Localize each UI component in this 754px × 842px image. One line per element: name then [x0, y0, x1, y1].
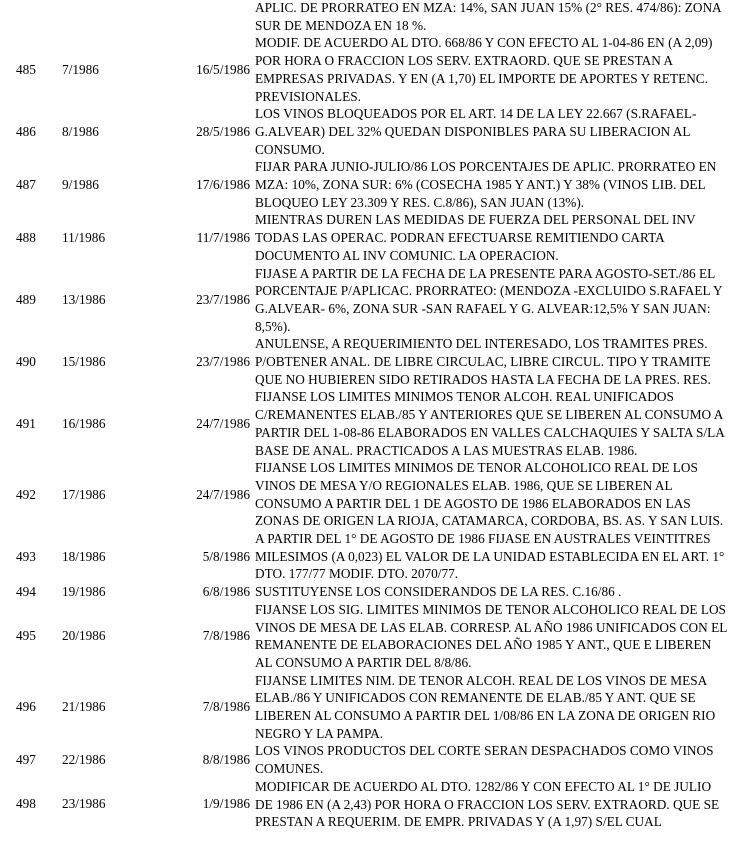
description-line: DE 1986 EN (A 2,43) POR HORA O FRACCION LOS SERV. EXTRAORD. QUE SE: [255, 796, 720, 812]
description-line: APLIC. DE PRORRATEO EN MZA: 14%, SAN JUAN 15% (2° RES. 474/86): ZONA: [255, 0, 722, 15]
table-row: [0, 530, 754, 583]
resolution-number: 20/1986: [62, 628, 106, 644]
description-line: FIJASE A PARTIR DE LA FECHA DE LA PRESENTE PARA AGOSTO-SET./86 EL: [255, 265, 716, 281]
resolution-description: [255, 0, 751, 34]
entry-number: 496: [16, 699, 36, 715]
description-line: QUE NO HUBIEREN SIDO RETIRADOS HASTA LA FECHA DE LA PRES. RES.: [255, 371, 711, 387]
resolution-date: 24/7/1986: [196, 486, 250, 502]
resolution-number: 23/1986: [62, 796, 106, 812]
table-row: [0, 265, 754, 336]
table-row: [0, 0, 754, 34]
entry-number: 497: [16, 752, 36, 768]
resolution-description: [255, 34, 751, 105]
entry-number: 487: [16, 176, 36, 192]
description-line: PORCENTAJE P/APLICAC. PRORRATEO: (MENDOZA -EXCLUIDO S.RAFAEL Y: [255, 283, 723, 299]
description-line: MIENTRAS DUREN LAS MEDIDAS DE FUERZA DEL PERSONAL DEL INV: [255, 212, 696, 228]
resolution-number: 7/1986: [62, 61, 99, 77]
description-line: SUR DE MENDOZA EN 18 %.: [255, 17, 427, 33]
entry-number: 495: [16, 628, 36, 644]
table-row: [0, 672, 754, 743]
description-line: DTO. 177/77 MODIF. DTO. 2070/77.: [255, 566, 459, 582]
resolution-description: [255, 459, 751, 530]
entry-number: 489: [16, 292, 36, 308]
description-line: MILESIMOS (A 0,023) EL VALOR DE LA UNIDAD ESTABLECIDA EN EL ART. 1°: [255, 548, 725, 564]
resolution-date: 17/6/1986: [196, 176, 250, 192]
resolution-number: 19/1986: [62, 584, 106, 600]
resolution-date: 24/7/1986: [196, 415, 250, 431]
entry-number: 498: [16, 796, 36, 812]
resolution-description: [255, 742, 751, 777]
resolution-description: [255, 105, 751, 158]
table-row: [0, 601, 754, 672]
resolution-number: 21/1986: [62, 699, 106, 715]
resolution-date: 23/7/1986: [196, 353, 250, 369]
description-line: FIJAR PARA JUNIO-JULIO/86 LOS PORCENTAJES DE APLIC. PRORRATEO EN: [255, 159, 717, 175]
resolution-date: 5/8/1986: [202, 548, 250, 564]
table-row: [0, 158, 754, 211]
table-row: [0, 335, 754, 388]
table-row: [0, 742, 754, 777]
description-line: DOCUMENTO AL INV COMUNIC. LA OPERACION.: [255, 247, 559, 263]
entry-number: 494: [16, 584, 36, 600]
description-line: PRESTAN A REQUERIM. DE EMPR. PRIVADAS Y (A 1,97) S/EL CUAL: [255, 814, 662, 830]
description-line: FIJANSE LIMITES NIM. DE TENOR ALCOH. REAL DE LOS VINOS DE MESA: [255, 672, 708, 688]
description-line: VINOS DE MESA DE LAS ELAB. CORRESP. AL AÑO 1986 UNIFICADOS CON EL: [255, 619, 728, 635]
resolution-description: [255, 530, 751, 583]
resolution-description: [255, 583, 751, 601]
description-line: CONSUMO A PARTIR DEL 1 DE AGOSTO DE 1986 ELABORADOS EN LAS: [255, 495, 691, 511]
resolution-number: 13/1986: [62, 292, 106, 308]
resolution-description: [255, 778, 751, 831]
table-row: [0, 388, 754, 459]
description-line: POR HORA O FRACCION LOS SERV. EXTRAORD. QUE SE PRESTAN A: [255, 53, 674, 69]
resolution-date: 6/8/1986: [202, 584, 250, 600]
resolution-date: 16/5/1986: [196, 61, 250, 77]
description-line: G.ALVEAR) DEL 32% QUEDAN DISPONIBLES PARA SU LIBERACION AL: [255, 123, 691, 139]
resolution-date: 23/7/1986: [196, 292, 250, 308]
resolution-date: 8/8/1986: [202, 752, 250, 768]
table-row: [0, 459, 754, 530]
resolution-description: [255, 158, 751, 211]
description-line: ANULENSE, A REQUERIMIENTO DEL INTERESADO, LOS TRAMITES PRES.: [255, 336, 708, 352]
resolution-number: 22/1986: [62, 752, 106, 768]
description-line: PREVISIONALES.: [255, 88, 362, 104]
description-line: BLOQUEO LEY 23.309 Y RES. C.8/86), SAN JUAN (13%).: [255, 194, 585, 210]
description-line: FIJANSE LOS SIG. LIMITES MINIMOS DE TENOR ALCOHOLICO REAL DE LOS: [255, 601, 726, 617]
resolution-date: 28/5/1986: [196, 123, 250, 139]
table-row: [0, 211, 754, 264]
resolution-date: 11/7/1986: [196, 230, 250, 246]
description-line: LIBEREN AL CONSUMO A PARTIR DEL 1/08/86 EN LA ZONA DE ORIGEN RIO: [255, 708, 716, 723]
description-line: ZONAS DE ORIGEN LA RIOJA, CATAMARCA, CORDOBA, BS. AS. Y SAN LUIS.: [255, 513, 724, 529]
resolution-description: [255, 672, 751, 743]
resolution-number: 17/1986: [62, 486, 106, 502]
description-line: C/REMANENTES ELAB./85 Y ANTERIORES QUE SE LIBEREN AL CONSUMO A: [255, 407, 724, 423]
resolution-number: 9/1986: [62, 176, 99, 192]
description-line: CONSUMO.: [255, 141, 325, 157]
description-line: NEGRO Y LA PAMPA.: [255, 725, 384, 741]
resolution-date: 1/9/1986: [202, 796, 250, 812]
description-line: VINOS DE MESA Y/O REGIONALES ELAB. 1986, QUE SE LIBEREN AL: [255, 477, 673, 493]
entry-number: 491: [16, 415, 36, 431]
resolution-description: [255, 601, 751, 672]
description-line: MODIF. DE ACUERDO AL DTO. 668/86 Y CON EFECTO AL 1-04-86 EN (A 2,09): [255, 35, 713, 51]
table-row: [0, 34, 754, 105]
description-line: A PARTIR DEL 1° DE AGOSTO DE 1986 FIJASE EN AUSTRALES VEINTITRES: [255, 531, 711, 546]
resolution-number: 15/1986: [62, 353, 106, 369]
description-line: COMUNES.: [255, 761, 324, 777]
description-line: ELAB./86 Y UNIFICADOS CON REMANENTE DE ELAB./85 Y ANT. QUE SE: [255, 690, 696, 706]
resolution-number: 18/1986: [62, 548, 106, 564]
entry-number: 485: [16, 61, 36, 77]
resolution-description: [255, 265, 751, 336]
description-line: 8,5%).: [255, 318, 291, 334]
description-line: PARTIR DEL 1-08-86 ELABORADOS EN VALLES CALCHAQUIES Y SALTA S/LA: [255, 424, 725, 440]
description-line: SUSTITUYENSE LOS CONSIDERANDOS DE LA RES. C.16/86 .: [255, 584, 622, 600]
description-line: AL CONSUMO A PARTIR DEL 8/8/86.: [255, 654, 472, 670]
description-line: P/OBTENER ANAL. DE LIBRE CIRCULAC, LIBRE CIRCUL. TIPO Y TRAMITE: [255, 354, 711, 369]
description-line: EMPRESAS PRIVADAS. Y EN (A 1,70) EL IMPORTE DE APORTES Y RETENC.: [255, 70, 708, 86]
resolution-date: 7/8/1986: [202, 699, 250, 715]
entry-number: 490: [16, 353, 36, 369]
resolution-description: [255, 388, 751, 459]
resolution-description: [255, 335, 751, 388]
description-line: LOS VINOS PRODUCTOS DEL CORTE SERAN DESPACHADOS COMO VINOS: [255, 743, 714, 759]
description-line: FIJANSE LOS LIMITES MINIMOS TENOR ALCOH. REAL UNIFICADOS: [255, 389, 674, 405]
table-row: [0, 583, 754, 601]
description-line: MZA: 10%, ZONA SUR: 6% (COSECHA 1985 Y ANT.) Y 38% (VINOS LIB. DEL: [255, 177, 706, 192]
description-line: TODAS LAS OPERAC. PODRAN EFECTUARSE REMITIENDO CARTA: [255, 230, 665, 246]
resolution-number: 8/1986: [62, 123, 99, 139]
entry-number: 493: [16, 548, 36, 564]
table-row: [0, 105, 754, 158]
description-line: LOS VINOS BLOQUEADOS POR EL ART. 14 DE LA LEY 22.667 (S.RAFAEL-: [255, 106, 697, 122]
entry-number: 488: [16, 230, 36, 246]
resolution-number: 16/1986: [62, 415, 106, 431]
description-line: G.ALVEAR- 6%, ZONA SUR -SAN RAFAEL Y G. ALVEAR:12,5% Y SAN JUAN:: [255, 300, 711, 316]
description-line: BASE DE ANAL. PRACTICADOS A LAS MUESTRAS ELAB. 1986.: [255, 442, 638, 458]
description-line: REMANENTE DE ELABORACIONES DEL AÑO 1985 Y ANT., QUE E LIBEREN: [255, 637, 712, 653]
description-line: FIJANSE LOS LIMITES MINIMOS DE TENOR ALCOHOLICO REAL DE LOS: [255, 460, 698, 476]
entry-number: 486: [16, 123, 36, 139]
resolution-description: [255, 211, 751, 264]
resolution-date: 7/8/1986: [202, 628, 250, 644]
table-row: [0, 778, 754, 831]
entry-number: 492: [16, 486, 36, 502]
resolution-number: 11/1986: [62, 230, 106, 246]
description-line: MODIFICAR DE ACUERDO AL DTO. 1282/86 Y CON EFECTO AL 1° DE JULIO: [255, 778, 712, 794]
